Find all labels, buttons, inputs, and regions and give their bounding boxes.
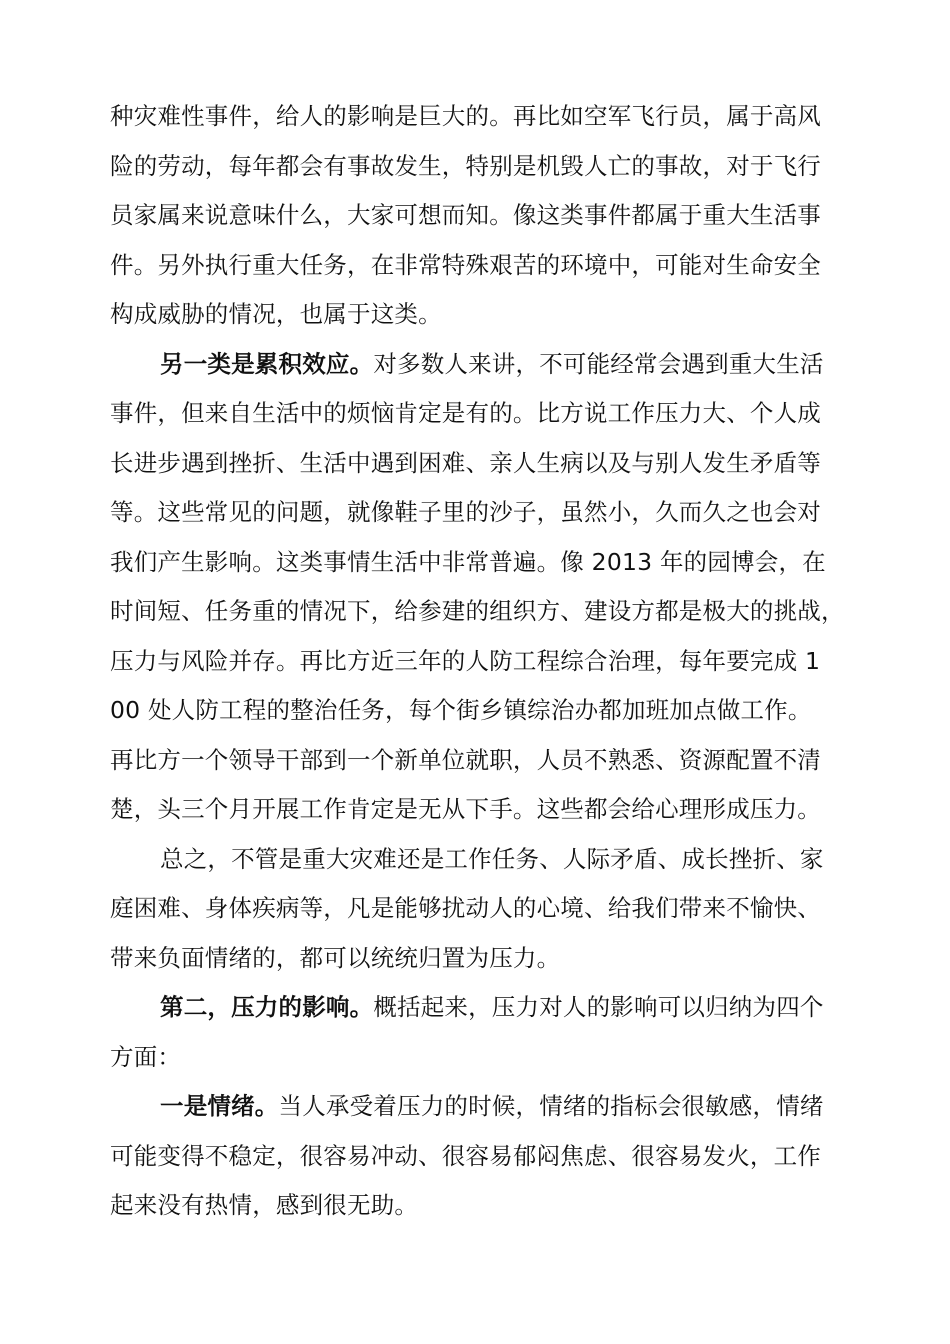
line-text: 压力与风险并存。再比方近三年的人防工程综合治理，每年要完成 1 [110, 646, 821, 675]
text-line [110, 340, 850, 390]
line-text: 方面： [110, 1042, 182, 1071]
text-line [110, 241, 850, 291]
text-line [110, 142, 850, 192]
line-text: 再比方一个领导干部到一个新单位就职，人员不熟悉、资源配置不清 [110, 745, 821, 774]
text-line [110, 736, 850, 786]
line-text: 总之，不管是重大灾难还是工作任务、人际矛盾、成长挫折、家 [160, 844, 824, 873]
text-line [110, 1181, 850, 1231]
text-line [110, 389, 850, 439]
text-line [110, 290, 850, 340]
bold-heading: 一是情绪。 [160, 1092, 279, 1120]
text-line [110, 983, 850, 1033]
line-text: 等。这些常见的问题，就像鞋子里的沙子，虽然小，久而久之也会对 [110, 498, 821, 526]
line-text: 员家属来说意味什么，大家可想而知。像这类事件都属于重大生活事 [110, 201, 821, 229]
line-text: 可能变得不稳定，很容易冲动、很容易郁闷焦虑、很容易发火，工作 [110, 1141, 821, 1170]
text-line [110, 637, 850, 687]
line-text: 构成威胁的情况，也属于这类。 [110, 300, 442, 328]
bold-heading: 另一类是累积效应。 [160, 349, 374, 378]
line-text: 险的劳动，每年都会有事故发生，特别是机毁人亡的事故，对于飞行 [110, 151, 821, 180]
line-text: 当人承受着压力的时候，情绪的指标会很敏感，情绪 [278, 1092, 824, 1120]
line-text: 对多数人来讲，不可能经常会遇到重大生活 [373, 349, 824, 378]
line-text: 00 处人防工程的整治任务，每个街乡镇综治办都加班加点做工作。 [110, 696, 812, 724]
text-line [110, 538, 850, 588]
text-line [110, 92, 850, 142]
text-line [110, 934, 850, 984]
line-text: 庭困难、身体疾病等，凡是能够扰动人的心境、给我们带来不愉快、 [110, 894, 821, 922]
line-text: 我们产生影响。这类事情生活中非常普遍。像 2013 年的园博会，在 [110, 547, 826, 576]
line-text: 长进步遇到挫折、生活中遇到困难、亲人生病以及与别人发生矛盾等 [110, 448, 821, 477]
bold-heading: 第二，压力的影响。 [160, 993, 374, 1021]
text-line [110, 1033, 850, 1083]
text-line [110, 785, 850, 835]
line-text: 事件，但来自生活中的烦恼肯定是有的。比方说工作压力大、个人成 [110, 399, 821, 427]
text-line [110, 1082, 850, 1132]
line-text: 件。另外执行重大任务，在非常特殊艰苦的环境中，可能对生命安全 [110, 250, 821, 279]
text-line [110, 1132, 850, 1182]
document-page [110, 92, 850, 1231]
line-text: 概括起来，压力对人的影响可以归纳为四个 [373, 993, 824, 1021]
text-line [110, 686, 850, 736]
line-text: 时间短、任务重的情况下，给参建的组织方、建设方都是极大的挑战， [110, 597, 845, 625]
text-line [110, 587, 850, 637]
text-line [110, 191, 850, 241]
line-text: 带来负面情绪的，都可以统统归置为压力。 [110, 943, 561, 972]
line-text: 起来没有热情，感到很无助。 [110, 1191, 419, 1219]
line-text: 种灾难性事件，给人的影响是巨大的。再比如空军飞行员，属于高风 [110, 102, 821, 130]
text-line [110, 835, 850, 885]
text-line [110, 488, 850, 538]
text-line [110, 439, 850, 489]
text-line [110, 884, 850, 934]
line-text: 楚，头三个月开展工作肯定是无从下手。这些都会给心理形成压力。 [110, 795, 821, 823]
